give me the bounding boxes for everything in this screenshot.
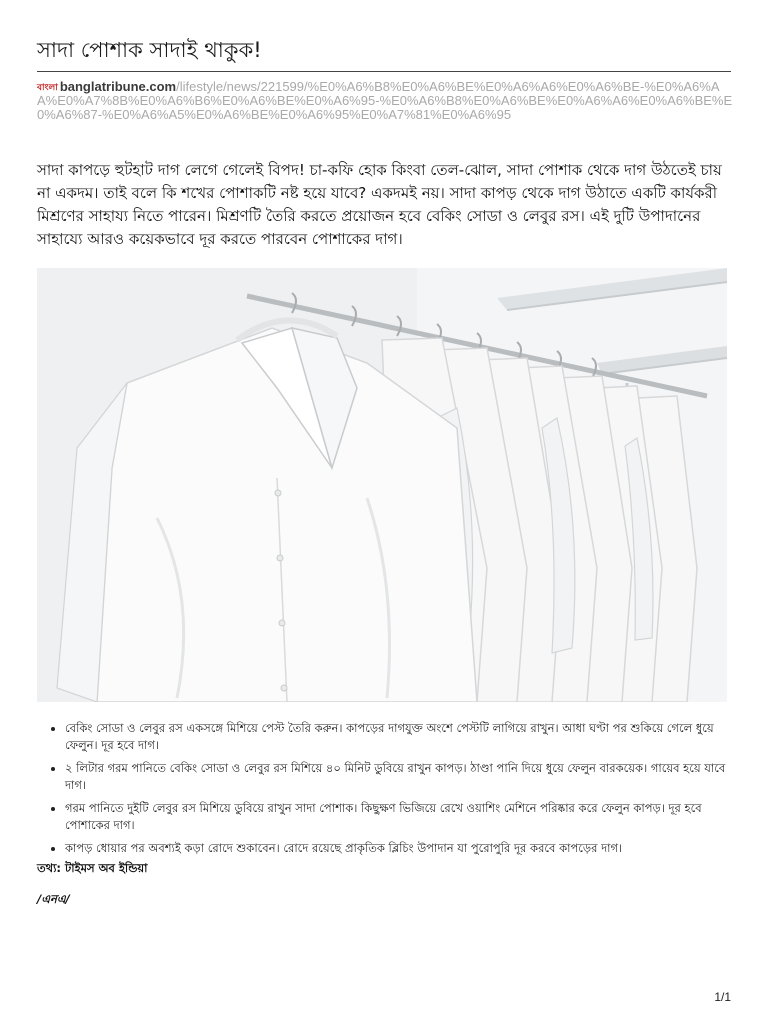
source-path[interactable]: /lifestyle/news/221599/%E0%A6%B8%E0%A6%BE%E0%A6%A6%E0%A6%BE-%E0%A6%AA%E0%A7%8B%E0%A6%B6%E0%A6%BE%E0%A6%95-%E0%A6%B8%E0%A6%BE%E0%A6%A6%E0%A6%BE%E0%A6%87-%E0%A6%A5%E0%A6%BE%E0%A6%95%E0%A7%81%E0%A6%95 — [37, 79, 733, 122]
list-item: • বেকিং সোডা ও লেবুর রস একসঙ্গে মিশিয়ে পেস্ট তৈরি করুন। কাপড়ের দাগযুক্ত অংশে পেস্টটি লাগিয়ে রাখুন। আধা ঘণ্টা পর শুকিয়ে গেলে ধুয়ে ফেলুন। দূর হবে দাগ। — [65, 720, 732, 754]
source-link[interactable] — [37, 80, 737, 122]
title-divider — [37, 71, 731, 72]
article-photo — [37, 268, 727, 702]
page-number: 1/1 — [714, 990, 731, 1004]
list-item: • কাপড় ধোয়ার পর অবশ্যই কড়া রোদে শুকাবেন। রোদে রয়েছে প্রাকৃতিক ব্লিচিং উপাদান যা পুরোপুরি দূর করবে কাপড়ের দাগ। — [65, 840, 732, 857]
article-intro: সাদা কাপড়ে হুটহাট দাগ লেগে গেলেই বিপদ! চা-কফি হোক কিংবা তেল-ঝোল, সাদা পোশাক থেকে দাগ উঠতেই চায় না একদম। তাই বলে কি শখের পোশাকটি নষ্ট হয়ে যাবে? একদমই নয়। সাদা কাপড় থেকে দাগ উঠাতে একটি কার্যকরী মিশ্রণের সাহায্য নিতে পারেন। মিশ্রণটি তৈরি করতে প্রয়োজন হবে বেকিং সোডা ও লেবুর রস। এই দুটি উপাদানের সাহায্যে আরও কয়েকভাবে দূর করতে পারবেন পোশাকের দাগ। — [37, 161, 722, 248]
site-favicon-icon: বাংলা — [37, 82, 58, 92]
article-title: সাদা পোশাক সাদাই থাকুক! — [37, 38, 262, 62]
list-item: • গরম পানিতে দুইটি লেবুর রস মিশিয়ে ডুবিয়ে রাখুন সাদা পোশাক। কিছুক্ষণ ভিজিয়ে রেখে ওয়াশিং মেশিনে পরিষ্কার করে ফেলুন কাপড়। দূর হবে পোশাকের দাগ। — [65, 800, 732, 834]
author-signoff: /এনএ/ — [37, 892, 70, 906]
list-item: • ২ লিটার গরম পানিতে বেকিং সোডা ও লেবুর রস মিশিয়ে ৪০ মিনিট ডুবিয়ে রাখুন কাপড়। ঠাণ্ডা পানি দিয়ে ধুয়ে ফেলুন বারকয়েক। গায়েব হয়ে যাবে দাগ। — [65, 760, 732, 794]
source-credit: তথ্য: টাইমস অব ইন্ডিয়া — [37, 861, 148, 875]
source-domain[interactable]: banglatribune.com — [59, 79, 177, 94]
tips-list — [37, 720, 732, 863]
